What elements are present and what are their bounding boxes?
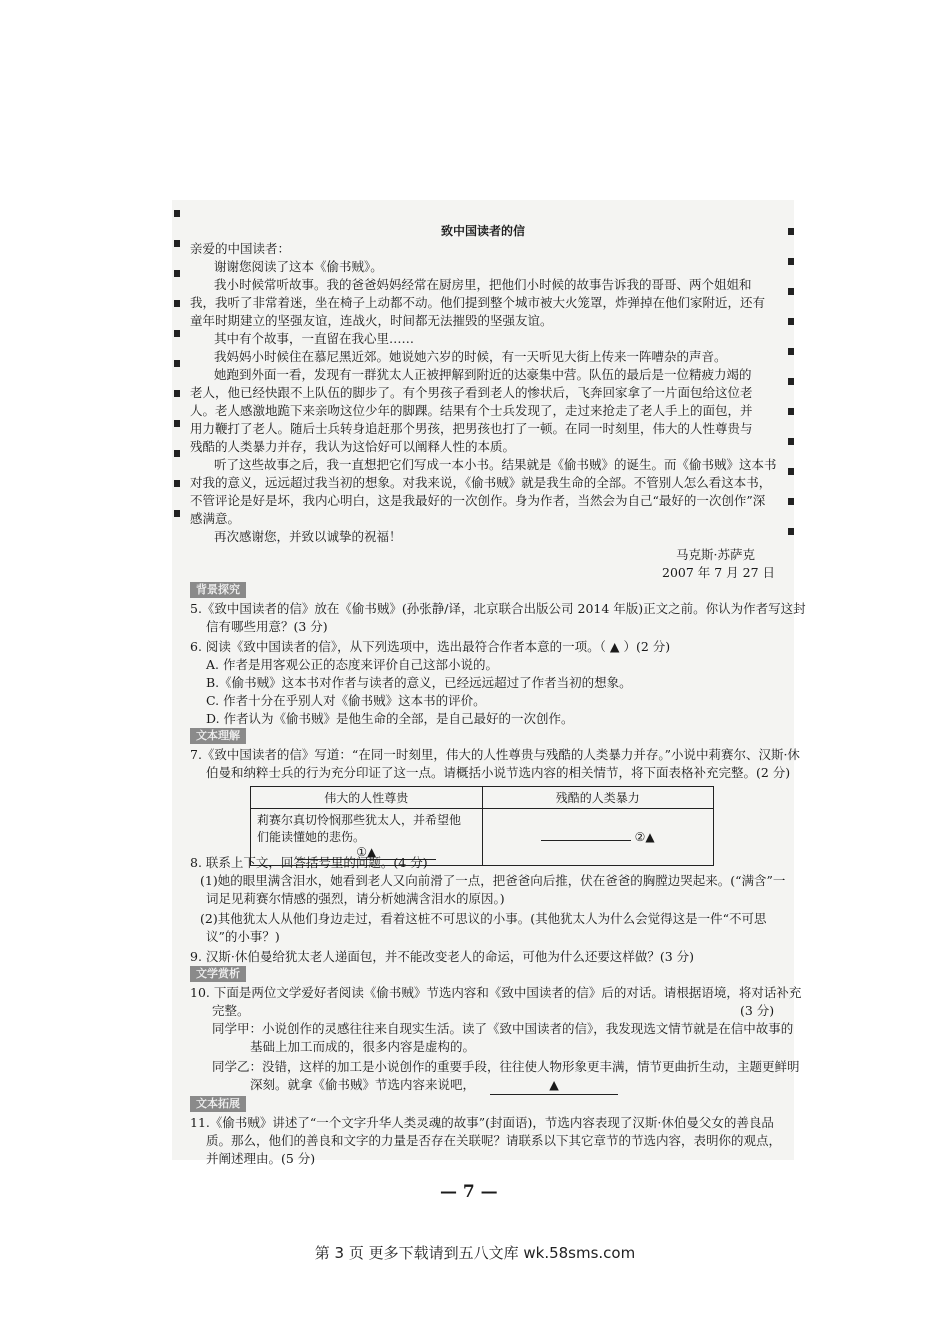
letter-signature: 马克斯·苏萨克 bbox=[676, 547, 755, 562]
letter-line: 她跑到外面一看，发现有一群犹太人正被押解到附近的达豪集中营。队伍的最后是一位精疲力竭的 bbox=[214, 367, 752, 382]
table-cell-text-1: 莉赛尔真切怜悯那些犹太人，并希望他 bbox=[257, 813, 462, 827]
dialogue-student-b-line2: 深刻。就拿《偷书贼》节选内容来说吧， bbox=[250, 1077, 476, 1092]
question-7-line2: 伯曼和纳粹士兵的行为充分印证了这一点。请概括小说节选内容的相关情节，将下面表格补充完整。(2 分) bbox=[206, 765, 791, 780]
question-6-option-d: D. 作者认为《偷书贼》是他生命的全部，是自己最好的一次创作。 bbox=[206, 711, 574, 726]
table-header-violence: 残酷的人类暴力 bbox=[482, 787, 714, 809]
section-label-background: 背景探究 bbox=[190, 582, 246, 598]
table-header-dignity: 伟大的人性尊贵 bbox=[251, 787, 483, 809]
letter-line: 其中有个故事，一直留在我心里…… bbox=[214, 331, 415, 346]
question-10-score: (3 分) bbox=[740, 1003, 775, 1018]
letter-line: 感满意。 bbox=[190, 511, 241, 526]
question-11-line3: 并阐述理由。(5 分) bbox=[206, 1151, 316, 1166]
question-10-line2: 完整。 bbox=[212, 1003, 250, 1018]
section-label-extension: 文本拓展 bbox=[190, 1096, 246, 1112]
question-8-1-line2: 词足见莉赛尔情感的强烈，请分析她满含泪水的原因。) bbox=[206, 891, 505, 906]
answer-blank-2-line[interactable] bbox=[541, 840, 631, 841]
question-6-option-b: B.《偷书贼》这本书对作者与读者的意义，已经远远超过了作者当初的想象。 bbox=[206, 675, 632, 690]
scan-left-edge bbox=[174, 210, 180, 540]
letter-line: 童年时期建立的坚强友谊，连战火，时间都无法摧毁的坚强友谊。 bbox=[190, 313, 553, 328]
question-10-line1: 10. 下面是两位文学爱好者阅读《偷书贼》节选内容和《致中国读者的信》后的对话。请根据语境，将对话补充 bbox=[190, 985, 802, 1000]
question-6-option-c: C. 作者十分在乎别人对《偷书贼》这本书的评价。 bbox=[206, 693, 486, 708]
dialogue-student-b-line1: 同学乙：没错，这样的加工是小说创作的重要手段，往往使人物形象更丰满，情节更曲折生动，主题更鲜明 bbox=[212, 1059, 800, 1074]
letter-line: 谢谢您阅读了这本《偷书贼》。 bbox=[214, 259, 383, 274]
section-label-understanding: 文本理解 bbox=[190, 728, 246, 744]
letter-line: 不管评论是好是坏，我内心明白，这是我最好的一次创作。身为作者，当然会为自己“最好的一次创作”深 bbox=[190, 493, 766, 508]
scan-right-edge bbox=[788, 228, 794, 548]
page-number: — 7 — bbox=[440, 1182, 498, 1202]
question-6-option-a: A. 作者是用客观公正的态度来评价自己这部小说的。 bbox=[206, 657, 498, 672]
dialogue-student-a-line2: 基础上加工而成的，很多内容是虚构的。 bbox=[250, 1039, 476, 1054]
answer-blank-2[interactable]: ②▲ bbox=[634, 830, 655, 844]
question-5-line2: 信有哪些用意？(3 分) bbox=[206, 619, 328, 634]
question-8-1-line1: (1)她的眼里满含泪水，她看到老人又向前滑了一点，把爸爸向后推，伏在爸爸的胸膛边哭起来。(“满含”一 bbox=[200, 873, 786, 888]
letter-line: 人。老人感激地跪下来亲吻这位少年的脚踝。结果有个士兵发现了，走过来抢走了老人手上的面包，并 bbox=[190, 403, 753, 418]
question-8: 8. 联系上下文，回答括号里的问题。(4 分) bbox=[190, 855, 428, 870]
question-10-answer-blank[interactable]: ▲ bbox=[490, 1076, 618, 1095]
table-cell-violence bbox=[482, 809, 714, 866]
footer-text: 第 3 页 更多下载请到五八文库 wk.58sms.com bbox=[314, 1244, 636, 1262]
question-8-2-line2: 议”的小事？) bbox=[206, 929, 280, 944]
letter-line: 用力鞭打了老人。随后士兵转身追赶那个男孩，把男孩也打了一顿。在同一时刻里，伟大的人性尊贵与 bbox=[190, 421, 753, 436]
question-8-2-line1: (2)其他犹太人从他们身边走过，看着这桩不可思议的小事。(其他犹太人为什么会觉得这是一件“不可思 bbox=[200, 911, 767, 926]
answer-blank-1[interactable]: ①▲ bbox=[297, 845, 436, 860]
letter-line: 再次感谢您，并致以诚挚的祝福！ bbox=[214, 529, 402, 544]
letter-line: 残酷的人类暴力并存，我认为这恰好可以阐释人性的本质。 bbox=[190, 439, 516, 454]
question-11-line1: 11.《偷书贼》讲述了“一个文字升华人类灵魂的故事”(封面语)，节选内容表现了汉斯·休伯曼父女的善良品 bbox=[190, 1115, 774, 1130]
letter-salutation: 亲爱的中国读者： bbox=[190, 241, 291, 256]
letter-line: 老人，他已经快跟不上队伍的脚步了。有个男孩子看到老人的惨状后，飞奔回家拿了一片面包给这位老 bbox=[190, 385, 753, 400]
letter-line: 对我的意义，远远超过我当初的想象。对我来说，《偷书贼》就是我生命的全部。不管别人怎么看这本书， bbox=[190, 475, 772, 490]
question-6: 6. 阅读《致中国读者的信》，从下列选项中，选出最符合作者本意的一项。（ ▲ ）(2 分) bbox=[190, 639, 671, 654]
section-label-appreciation: 文学赏析 bbox=[190, 966, 246, 982]
letter-line: 我，我听了非常着迷，坐在椅子上动都不动。他们提到整个城市被大火笼罩，炸弹掉在他们家附近，还有 bbox=[190, 295, 766, 310]
question-11-line2: 质。那么，他们的善良和文字的力量是否存在关联呢？请联系以下其它章节的节选内容，表明你的观点， bbox=[206, 1133, 782, 1148]
table-cell-text-2: 们能读懂她的悲伤。 bbox=[257, 830, 366, 844]
question-7-line1: 7.《致中国读者的信》写道：“在同一时刻里，伟大的人性尊贵与残酷的人类暴力并存。”小说中莉赛尔、汉斯·休 bbox=[190, 747, 800, 762]
letter-line: 我妈妈小时候住在慕尼黑近郊。她说她六岁的时候，有一天听见大街上传来一阵嘈杂的声音。 bbox=[214, 349, 727, 364]
letter-date: 2007 年 7 月 27 日 bbox=[662, 565, 776, 580]
question-5-line1: 5.《致中国读者的信》放在《偷书贼》(孙张静/译，北京联合出版公司 2014 年版)正文之前。你认为作者写这封 bbox=[190, 601, 806, 616]
dialogue-student-a-line1: 同学甲：小说创作的灵感往往来自现实生活。读了《致中国读者的信》，我发现选文情节就是在信中故事的 bbox=[212, 1021, 794, 1036]
letter-line: 听了这些故事之后，我一直想把它们写成一本小书。结果就是《偷书贼》的诞生。而《偷书贼》这本书 bbox=[214, 457, 777, 472]
letter-line: 我小时候常听故事。我的爸爸妈妈经常在厨房里，把他们小时候的故事告诉我的哥哥、两个姐姐和 bbox=[214, 277, 752, 292]
letter-title: 致中国读者的信 bbox=[440, 224, 525, 238]
question-9: 9. 汉斯·休伯曼给犹太老人递面包，并不能改变老人的命运，可他为什么还要这样做？(3 分) bbox=[190, 949, 695, 964]
